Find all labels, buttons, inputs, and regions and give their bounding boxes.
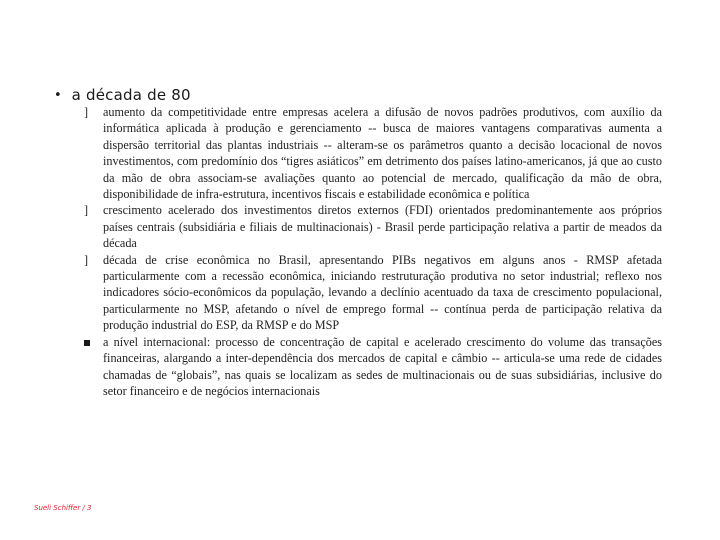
square-bullet-icon bbox=[84, 334, 103, 350]
list-item-text: aumento da competitividade entre empresas acelera a difusão de novos padrões produtivos, com auxílio da informática aplicada à produção e gerenciamento -- busca de maiores vantagens comparativas aumenta a dispersão territorial das plantas industriais -- alteram-se os parâmetros quanto a decisão locacional de novos investimentos, com predomínio dos “tigres asiáticos” em detrimento dos países latino-americanos, já que ao custo da mão de obra associam-se avaliações quanto ao potencial de mercado, qualificação da mão de obra, disponibilidade de infra-estrutura, incentivos fiscais e estabilidade econômica e política bbox=[103, 105, 662, 202]
list-item bbox=[84, 104, 662, 202]
heading-row bbox=[54, 86, 191, 104]
bracket-bullet-icon: ] bbox=[84, 105, 89, 119]
footer-author: Sueli Schiffer / 3 bbox=[34, 504, 92, 512]
list-item-text: crescimento acelerado dos investimentos diretos externos (FDI) orientados predominantemente aos próprios países centrais (subsidiária e filiais de multinacionais) - Brasil perde participação relativa a partir de meados da década bbox=[103, 203, 662, 251]
list-item bbox=[84, 202, 662, 251]
slide-heading: a década de 80 bbox=[71, 86, 191, 104]
list-item-text: a nível internacional: processo de concentração de capital e acelerado crescimento do volume das transações financeiras, alargando a inter-dependência dos mercados de capital e câmbio -- articula-se uma rede de cidades chamadas de “globais”, nas quais se localizam as sedes de multinacionais ou de suas subsidiárias, inclusive do setor financeiro e de negócios internacionais bbox=[103, 334, 662, 398]
heading-bullet: • bbox=[54, 87, 62, 103]
list-item-text: década de crise econômica no Brasil, apresentando PIBs negativos em alguns anos - RMSP afetada particularmente com a recessão econômica, iniciando restruturação produtiva no setor industrial; reflexo nos indicadores sócio-econômicos da população, levando a declínio acentuado da taxa de crescimento populacional, particularmente no MSP, afetando o nível de emprego formal -- contínua perda de participação relativa da produção industrial do ESP, da RMSP e do MSP bbox=[103, 252, 662, 333]
list-item bbox=[84, 334, 662, 400]
bracket-bullet-icon: ] bbox=[84, 252, 89, 267]
list-item bbox=[84, 252, 662, 334]
sub-bullet-list bbox=[84, 104, 662, 399]
bracket-bullet-icon: ] bbox=[84, 203, 89, 218]
